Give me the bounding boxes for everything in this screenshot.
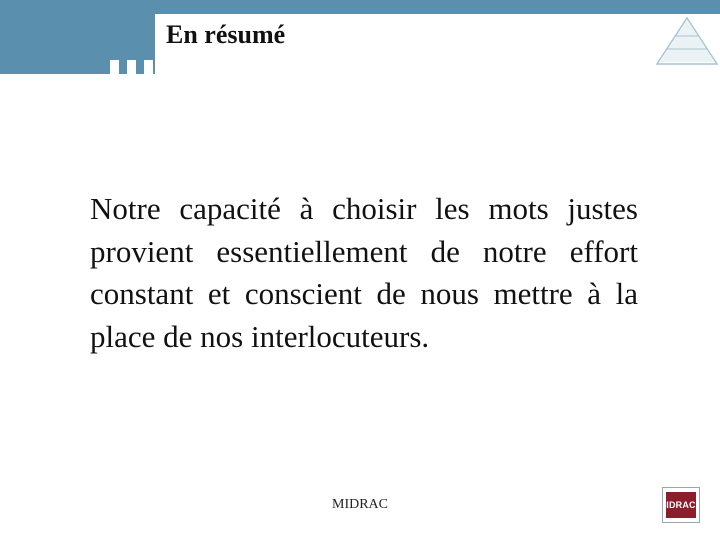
- footer-text: MIDRAC: [332, 497, 389, 512]
- corner-decoration: [0, 0, 155, 74]
- slide-title: En résumé: [166, 20, 286, 49]
- corner-notch: [127, 60, 136, 74]
- corner-notch: [144, 60, 153, 74]
- idrac-logo: [662, 487, 700, 523]
- corner-notch: [110, 60, 119, 74]
- logo-text: IDRAC: [666, 492, 696, 518]
- pyramid-icon: [655, 16, 719, 66]
- slide-body: Notre capacité à choisir les mots justes provient essentiellement de notre effort constant et conscient de nous mettre à la place de nos interlocuteurs.: [90, 191, 638, 354]
